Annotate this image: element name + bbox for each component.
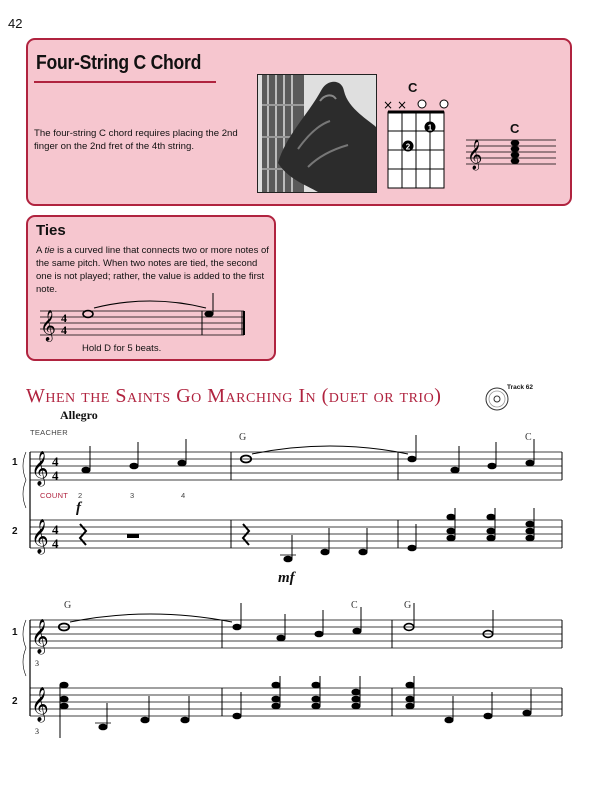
ties-caption: Hold D for 5 beats.	[82, 343, 162, 354]
chord-symbol: C	[351, 600, 358, 611]
page-number: 42	[8, 16, 23, 31]
svg-text:2: 2	[405, 142, 411, 152]
staff-number: 2	[12, 526, 18, 537]
dynamic-forte: f	[76, 500, 81, 516]
system-1	[23, 435, 562, 562]
svg-text:𝄞: 𝄞	[31, 687, 49, 722]
count-number: 2	[78, 491, 83, 500]
chord-diagram-label: C	[408, 80, 418, 95]
muted-string-marker: ×	[396, 98, 408, 112]
svg-text:4: 4	[61, 323, 67, 337]
chord-symbol: C	[525, 432, 532, 443]
measure-number: 3	[35, 727, 39, 736]
staff-number: 1	[12, 457, 18, 468]
svg-text:𝄞: 𝄞	[40, 310, 56, 341]
measure-number: 3	[35, 659, 39, 668]
chord-staff-label: C	[510, 121, 520, 136]
svg-text:𝄞: 𝄞	[31, 519, 49, 554]
svg-text:1: 1	[427, 123, 433, 133]
dynamic-mezzo-forte: mf	[278, 570, 295, 586]
teacher-label: TEACHER	[30, 428, 68, 437]
chord-symbol: G	[239, 432, 247, 443]
svg-text:𝄞: 𝄞	[31, 451, 49, 486]
chord-symbol: G	[404, 600, 412, 611]
svg-text:𝄞: 𝄞	[31, 619, 49, 654]
ties-description: A tie is a curved line that connects two or more notes of the same pitch. When two notes are tied, the second one is not played; rather, the value is added to the first note.	[36, 245, 269, 295]
svg-text:4: 4	[52, 468, 59, 483]
svg-text:𝄞: 𝄞	[467, 140, 483, 170]
svg-text:4: 4	[52, 454, 59, 469]
system-2	[23, 603, 562, 738]
track-label: Track 62	[507, 384, 534, 391]
staff-number: 1	[12, 627, 18, 638]
tempo-marking: Allegro	[60, 408, 98, 422]
tie-term: tie	[44, 245, 55, 256]
ties-title: Ties	[36, 222, 66, 239]
muted-string-marker: ×	[382, 98, 394, 112]
count-number: 4	[181, 491, 186, 500]
svg-text:4: 4	[52, 522, 59, 537]
chord-symbol: G	[64, 600, 72, 611]
chord-description: The four-string C chord requires placing the 2nd finger on the 2nd fret of the 4th string.	[34, 128, 238, 152]
count-label: COUNT	[40, 491, 69, 500]
count-number: 3	[130, 491, 135, 500]
staff-number: 2	[12, 696, 18, 707]
svg-text:4: 4	[61, 311, 67, 325]
svg-text:4: 4	[52, 536, 59, 551]
song-title: When the Saints Go Marching In (duet or trio)	[26, 385, 442, 407]
chord-box-title: Four-String C Chord	[36, 52, 202, 74]
